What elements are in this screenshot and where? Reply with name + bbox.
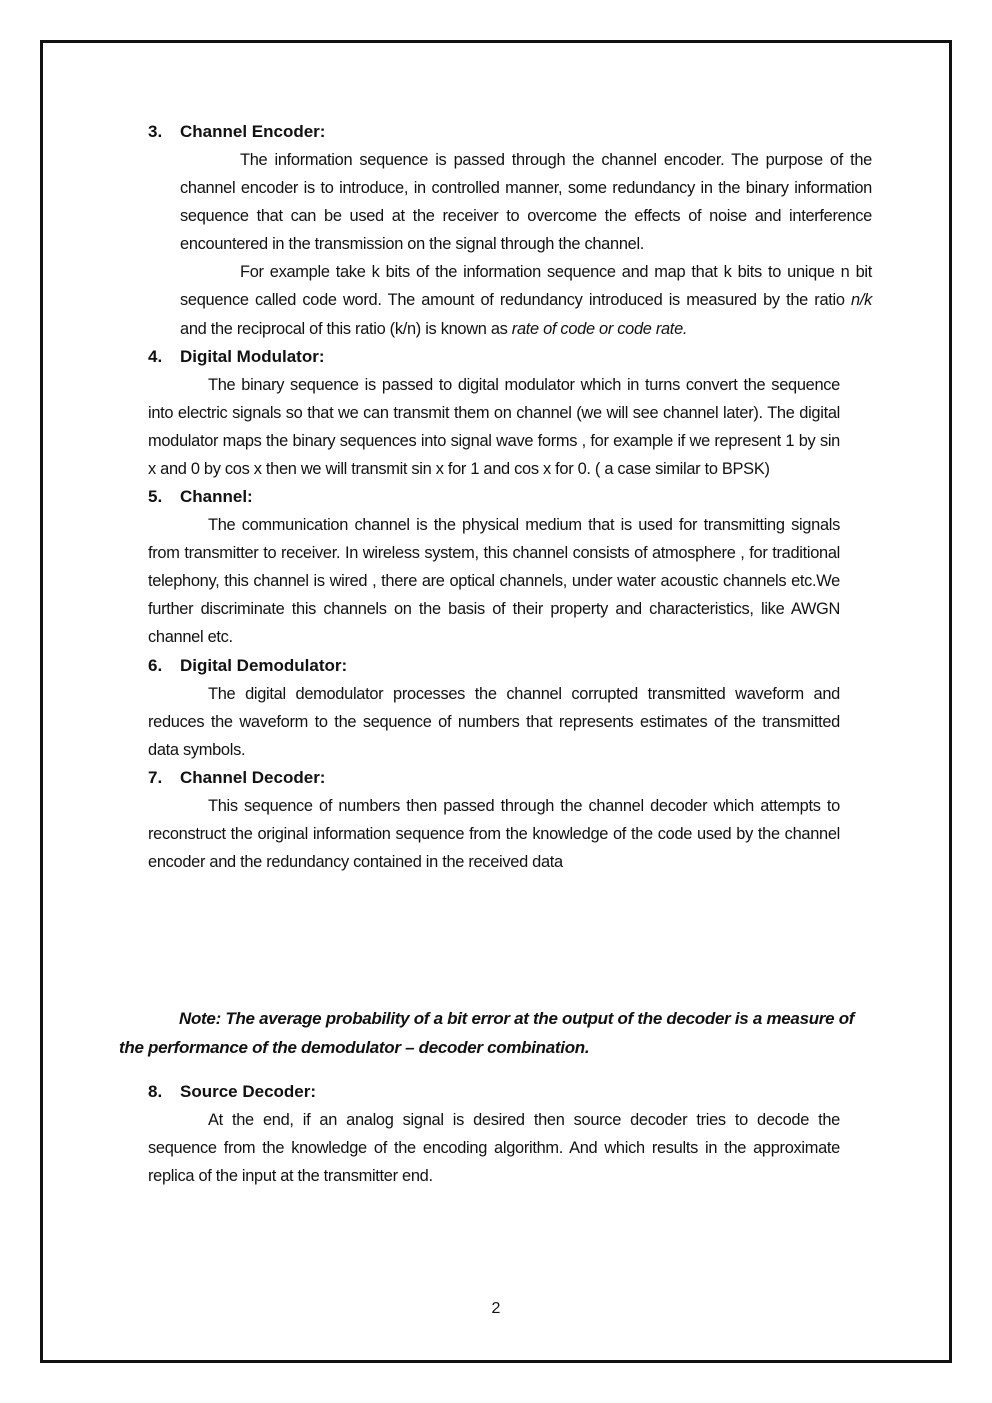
section-channel-decoder <box>148 764 872 876</box>
text-span: For example take k bits of the information sequence and map that k bits to unique n bit sequence called code word. The amount of redundancy introduced is measured by the ratio <box>180 263 872 310</box>
page-number: 2 <box>491 1300 501 1317</box>
section-heading <box>148 1078 872 1106</box>
section-title: Digital Modulator: <box>180 346 325 366</box>
section-source-decoder <box>148 1078 872 1190</box>
section-heading <box>148 118 872 146</box>
section-heading <box>148 343 872 371</box>
note-paragraph: Note: The average probability of a bit error at the output of the decoder is a measure of the performance of the demodulator – decoder combination. <box>119 1009 855 1057</box>
section-number: 7. <box>148 767 163 787</box>
section-title: Channel: <box>180 487 253 507</box>
section-channel <box>148 483 872 651</box>
paragraph: The binary sequence is passed to digital modulator which in turns convert the sequence into electric signals so that we can transmit them on channel (we will see channel later). The digital modulator maps the binary sequences into signal wave forms , for example if we represent 1 by sin x and 0 by cos x then we will transmit sin x for 1 and cos x for 0. ( a case similar to BPSK) <box>148 375 840 478</box>
italic-ratio: n/k <box>851 291 872 310</box>
section-heading <box>148 652 872 680</box>
section-channel-encoder <box>148 118 872 343</box>
text-span: and the reciprocal of this ratio (k/n) is known as <box>180 319 512 338</box>
section-title: Digital Demodulator: <box>180 655 348 675</box>
italic-term: rate of code or code rate. <box>511 319 688 338</box>
paragraph: This sequence of numbers then passed through the channel decoder which attempts to reconstruct the original information sequence from the knowledge of the code used by the channel encoder and the redundancy contained in the received data <box>148 796 840 871</box>
section-number: 5. <box>148 487 163 507</box>
document-body <box>148 118 872 876</box>
paragraph: The digital demodulator processes the channel corrupted transmitted waveform and reduces the waveform to the sequence of numbers that represents estimates of the transmitted data symbols. <box>148 684 840 759</box>
section-number: 6. <box>148 655 163 675</box>
section-title: Channel Decoder: <box>180 767 326 787</box>
section-number: 8. <box>148 1082 163 1101</box>
section-number: 3. <box>148 122 163 141</box>
paragraph: The information sequence is passed through the channel encoder. The purpose of the channel encoder is to introduce, in controlled manner, some redundancy in the binary information sequence that can be used at the receiver to overcome the effects of noise and interference encountered in the transmission on the signal through the channel. <box>180 151 872 254</box>
section-digital-modulator <box>148 343 872 483</box>
section-digital-demodulator <box>148 652 872 764</box>
paragraph <box>180 258 872 342</box>
section-number: 4. <box>148 346 163 366</box>
section-title: Channel Encoder: <box>180 122 326 141</box>
paragraph: The communication channel is the physical medium that is used for transmitting signals from transmitter to receiver. In wireless system, this channel consists of atmosphere , for traditional telephony, this channel is wired , there are optical channels, under water acoustic channels etc.We further discriminate this channels on the basis of their property and characteristics, like AWGN channel etc. <box>148 516 840 647</box>
section-heading <box>148 764 872 792</box>
section-heading <box>148 483 872 511</box>
section-title: Source Decoder: <box>180 1082 317 1101</box>
paragraph: At the end, if an analog signal is desired then source decoder tries to decode the sequence from the knowledge of the encoding algorithm. And which results in the approximate replica of the input at the transmitter end. <box>148 1111 840 1186</box>
